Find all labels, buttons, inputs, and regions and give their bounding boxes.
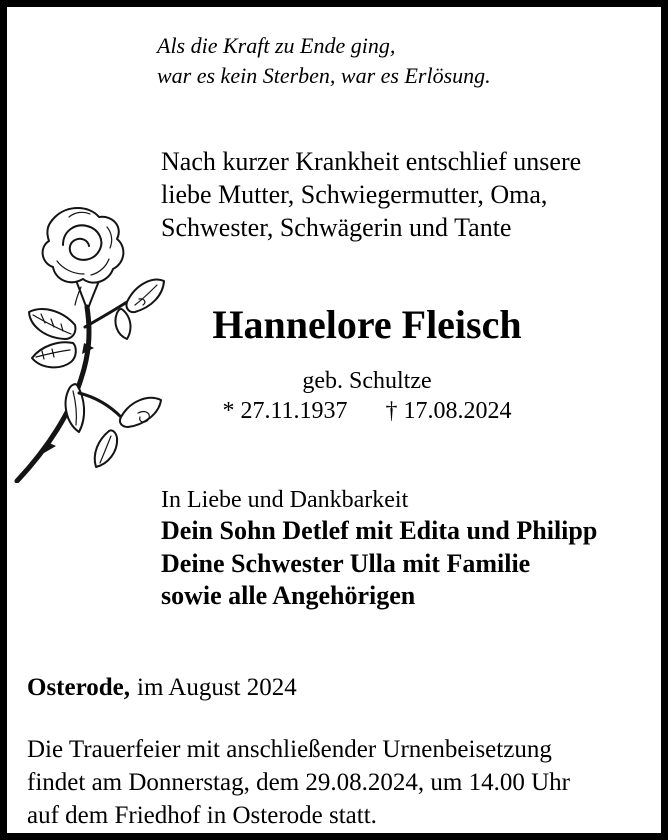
intro-line-1: Nach kurzer Krankheit entschlief unsere: [161, 147, 582, 176]
notice-date: im August 2024: [137, 674, 297, 701]
birth-date: * 27.11.1937: [222, 398, 348, 424]
life-dates: [155, 397, 579, 425]
closing-block: [161, 485, 597, 613]
family-line-2: Deine Schwester Ulla mit Familie: [161, 548, 531, 578]
funeral-line-3: auf dem Friedhof in Osterode statt.: [27, 802, 377, 829]
epigraph-quote: [157, 31, 491, 91]
place-date-line: [27, 673, 297, 703]
epigraph-line-1: Als die Kraft zu Ende ging,: [157, 33, 396, 58]
intro-line-2: liebe Mutter, Schwiegermutter, Oma,: [161, 180, 548, 209]
deceased-name: Hannelore Fleisch: [212, 302, 522, 347]
epigraph-line-2: war es kein Sterben, war es Erlösung.: [157, 63, 491, 88]
funeral-line-1: Die Trauerfeier mit anschließender Urnenbeisetzung: [27, 736, 552, 763]
tribute-line: In Liebe und Dankbarkeit: [161, 487, 409, 513]
death-date: † 17.08.2024: [385, 398, 512, 424]
maiden-name: geb. Schultze: [302, 368, 432, 394]
family-line-3: sowie alle Angehörigen: [161, 581, 416, 610]
funeral-info: [27, 733, 661, 832]
funeral-line-2: findet am Donnerstag, dem 29.08.2024, um 14.00 Uhr: [27, 769, 570, 796]
deceased-block: [155, 303, 579, 425]
intro-line-3: Schwester, Schwägerin und Tante: [161, 213, 512, 242]
place-name: Osterode,: [27, 674, 130, 701]
family-line-1: Dein Sohn Detlef mit Edita und Philipp: [161, 516, 598, 545]
intro-paragraph: [161, 145, 621, 244]
rose-icon: [11, 195, 171, 483]
